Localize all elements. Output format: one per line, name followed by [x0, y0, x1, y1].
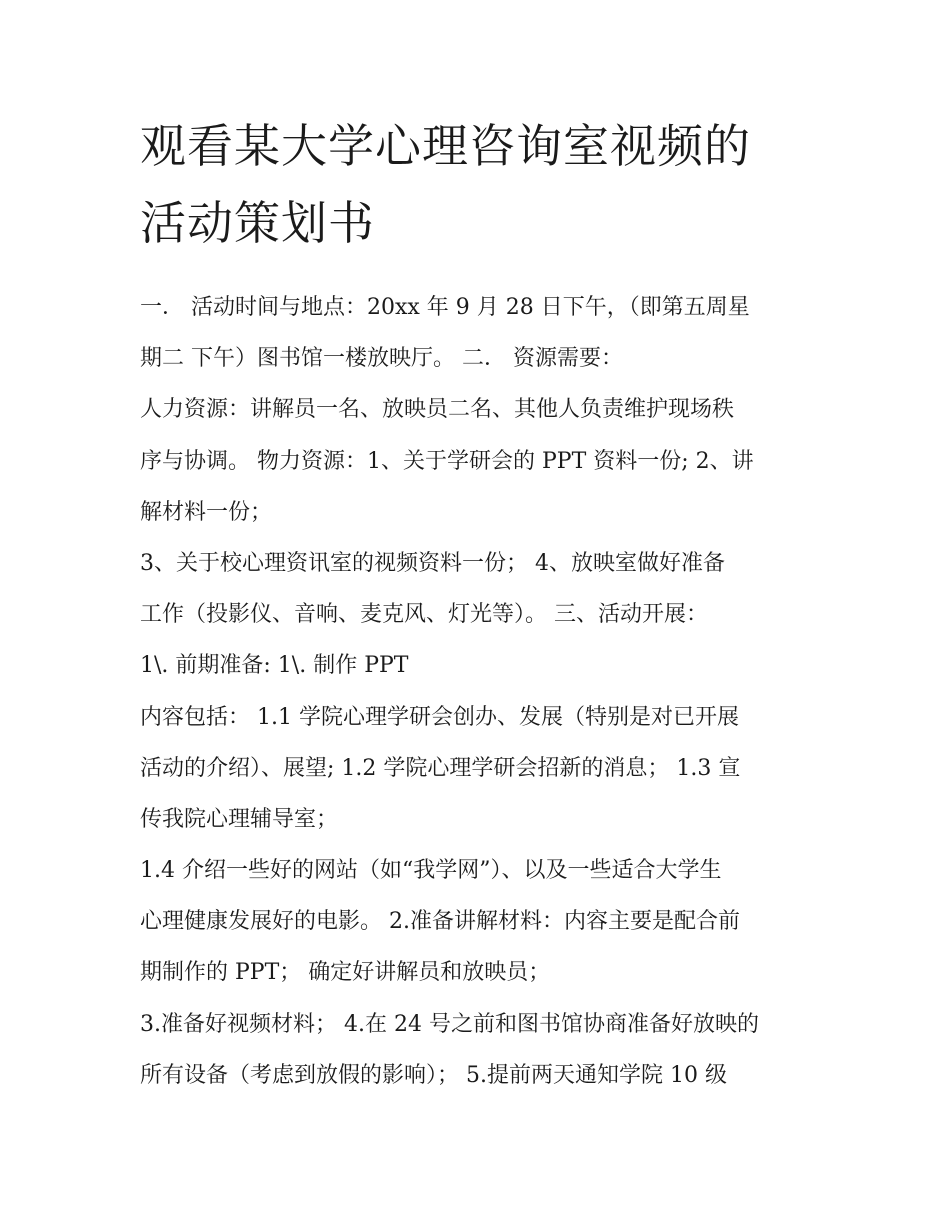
body-line: 序与协调。 物力资源：1、关于学研会的 PPT 资料一份; 2、讲 — [140, 448, 754, 474]
body-line: 一． 活动时间与地点：20xx 年 9 月 28 日下午，（即第五周星 — [140, 295, 750, 320]
body-line: 活动的介绍）、展望; 1.2 学院心理学研会招新的消息； 1.3 宣 — [140, 755, 741, 781]
body-line: 解材料一份； — [140, 499, 273, 525]
body-line: 1.4 介绍一些好的网站（如“我学网”）、以及一些适合大学生 — [140, 858, 722, 884]
title-line: 活动策划书 — [140, 196, 375, 250]
body-line: 期二 下午）图书馆一楼放映厅。 二． 资源需要： — [140, 346, 623, 372]
body-line: 内容包括： 1.1 学院心理学研会创办、发展（特别是对已开展 — [140, 704, 739, 730]
document-body — [140, 282, 820, 1101]
body-line: 心理健康发展好的电影。 2.准备讲解材料：内容主要是配合前 — [140, 909, 740, 935]
title-line: 观看某大学心理咨询室视频的 — [140, 119, 751, 173]
document-title — [140, 108, 820, 262]
body-line: 工作（投影仪、音响、麦克风、灯光等）。 三、活动开展： — [140, 602, 708, 628]
body-line: 3、关于校心理资讯室的视频资料一份； 4、放映室做好准备 — [140, 550, 725, 576]
body-line: 1\. 前期准备: 1\. 制作 PPT — [140, 653, 409, 679]
body-line: 人力资源：讲解员一名、放映员二名、其他人负责维护现场秩 — [140, 397, 735, 423]
body-line: 3.准备好视频材料； 4.在 24 号之前和图书馆协商准备好放映的 — [140, 1011, 759, 1037]
body-line: 所有设备（考虑到放假的影响）； 5.提前两天通知学院 10 级 — [140, 1062, 727, 1088]
document-page — [140, 108, 820, 1101]
body-line: 期制作的 PPT； 确定好讲解员和放映员； — [140, 960, 551, 986]
body-line: 传我院心理辅导室； — [140, 806, 339, 832]
